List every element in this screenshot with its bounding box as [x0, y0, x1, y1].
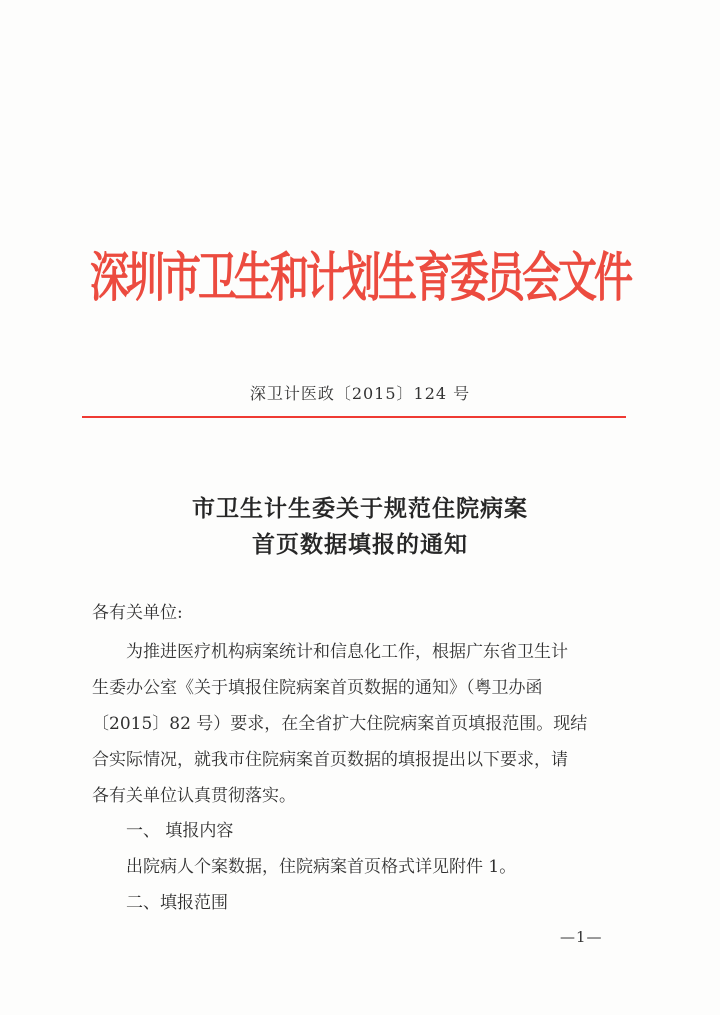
- notice-title-line-2: 首页数据填报的通知: [252, 531, 468, 558]
- body-line: 〔2015〕82 号）要求，在全省扩大住院病案首页填报范围。现结: [92, 714, 588, 734]
- body-line: 为推进医疗机构病案统计和信息化工作，根据广东省卫生计: [126, 642, 568, 662]
- notice-title: [0, 491, 720, 563]
- letterhead-title: 深圳市卫生和计划生育委员会文件: [89, 246, 630, 310]
- section-1-text: 出院病人个案数据，住院病案首页格式详见附件 1。: [126, 857, 517, 877]
- body-paragraph: [92, 634, 632, 814]
- section-heading-2: 二、填报范围: [126, 893, 228, 913]
- notice-title-line-1: 市卫生计生委关于规范住院病案: [192, 495, 528, 522]
- page-number: —1—: [560, 928, 603, 946]
- document-number: 深卫计医政〔2015〕124 号: [249, 384, 471, 403]
- section-heading-1: 一、 填报内容: [126, 821, 234, 841]
- body-line: 生委办公室《关于填报住院病案首页数据的通知》（粤卫办函: [92, 678, 543, 698]
- letterhead-divider: [82, 416, 626, 418]
- addressee: 各有关单位:: [92, 603, 183, 623]
- body-line: 合实际情况，就我市住院病案首页数据的填报提出以下要求，请: [92, 750, 568, 770]
- body-line: 各有关单位认真贯彻落实。: [92, 786, 296, 806]
